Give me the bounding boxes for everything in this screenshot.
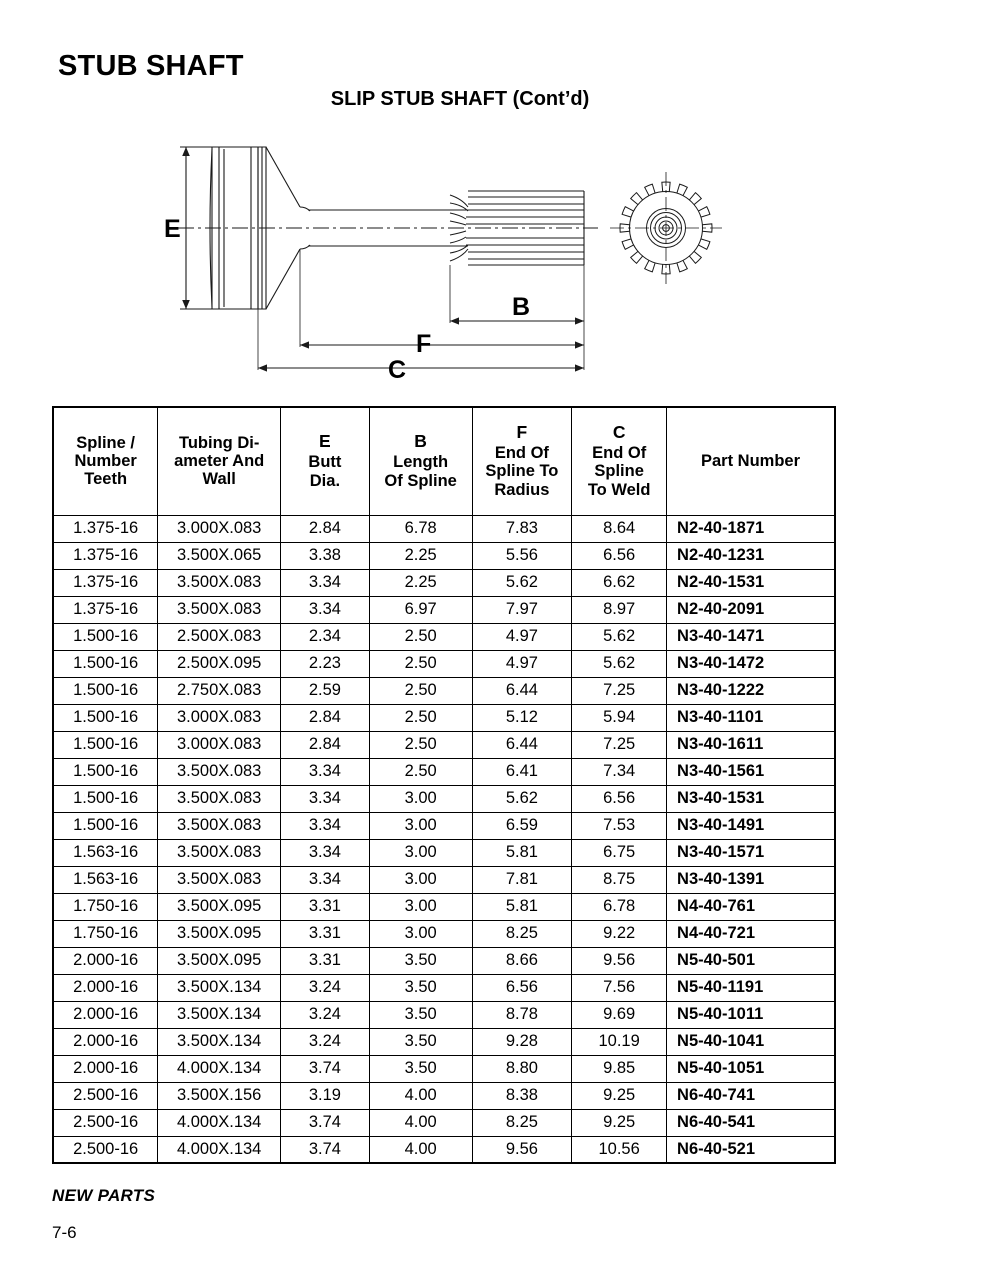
header-text: End Of Spline To Weld: [587, 443, 651, 499]
part-number-cell: N5-40-501: [667, 947, 835, 974]
part-number-cell: N3-40-1222: [667, 677, 835, 704]
table-cell: 2.50: [369, 650, 472, 677]
part-number-cell: N2-40-1531: [667, 569, 835, 596]
table-cell: 2.50: [369, 704, 472, 731]
table-cell: 3.500X.083: [158, 785, 281, 812]
table-cell: 3.500X.095: [158, 893, 281, 920]
header-text: Length Of Spline: [384, 453, 457, 490]
table-row: [53, 569, 835, 596]
table-row: [53, 1109, 835, 1136]
table-cell: 5.81: [472, 893, 572, 920]
table-cell: 1.500-16: [53, 812, 158, 839]
table-cell: 1.500-16: [53, 785, 158, 812]
table-cell: 3.34: [281, 785, 370, 812]
table-cell: 3.34: [281, 812, 370, 839]
table-cell: 1.375-16: [53, 569, 158, 596]
table-cell: 7.53: [572, 812, 667, 839]
table-cell: 9.25: [572, 1109, 667, 1136]
part-number-cell: N5-40-1191: [667, 974, 835, 1001]
part-number-cell: N2-40-2091: [667, 596, 835, 623]
table-cell: 2.000-16: [53, 947, 158, 974]
table-cell: 2.25: [369, 542, 472, 569]
table-cell: 5.62: [572, 650, 667, 677]
table-cell: 6.56: [472, 974, 572, 1001]
table-cell: 4.00: [369, 1136, 472, 1163]
part-number-cell: N4-40-721: [667, 920, 835, 947]
table-row: [53, 1001, 835, 1028]
table-cell: 2.84: [281, 731, 370, 758]
table-row: [53, 1082, 835, 1109]
table-cell: 1.500-16: [53, 758, 158, 785]
dimension-c-line: [258, 364, 584, 371]
table-cell: 3.74: [281, 1055, 370, 1082]
table-cell: 8.97: [572, 596, 667, 623]
table-row: [53, 920, 835, 947]
table-cell: 4.00: [369, 1082, 472, 1109]
table-row: [53, 542, 835, 569]
header-text: End Of Spline To Radius: [485, 443, 559, 499]
table-cell: 1.375-16: [53, 515, 158, 542]
table-cell: 7.83: [472, 515, 572, 542]
part-number-cell: N2-40-1231: [667, 542, 835, 569]
table-cell: 4.000X.134: [158, 1109, 281, 1136]
table-header-cell-3: [281, 407, 370, 515]
table-cell: 6.44: [472, 731, 572, 758]
table-cell: 3.00: [369, 785, 472, 812]
table-cell: 1.563-16: [53, 866, 158, 893]
table-cell: 9.28: [472, 1028, 572, 1055]
table-cell: 1.500-16: [53, 731, 158, 758]
table-cell: 6.97: [369, 596, 472, 623]
table-cell: 2.000-16: [53, 1001, 158, 1028]
table-row: [53, 1028, 835, 1055]
table-cell: 7.25: [572, 677, 667, 704]
table-cell: 3.00: [369, 893, 472, 920]
table-cell: 3.000X.083: [158, 704, 281, 731]
table-cell: 6.78: [369, 515, 472, 542]
table-cell: 6.41: [472, 758, 572, 785]
table-row: [53, 866, 835, 893]
table-cell: 3.31: [281, 947, 370, 974]
table-cell: 3.38: [281, 542, 370, 569]
table-row: [53, 839, 835, 866]
dimension-f-line: [300, 341, 584, 348]
table-cell: 2.84: [281, 515, 370, 542]
table-cell: 3.500X.083: [158, 596, 281, 623]
table-header-cell-5: [472, 407, 572, 515]
table-row: [53, 515, 835, 542]
table-cell: 7.34: [572, 758, 667, 785]
table-cell: 1.500-16: [53, 704, 158, 731]
table-cell: 9.25: [572, 1082, 667, 1109]
table-cell: 3.50: [369, 1001, 472, 1028]
table-cell: 3.31: [281, 893, 370, 920]
table-cell: 3.31: [281, 920, 370, 947]
header-dimension-letter: E: [319, 431, 331, 452]
table-cell: 3.00: [369, 812, 472, 839]
part-number-cell: N3-40-1472: [667, 650, 835, 677]
table-cell: 5.56: [472, 542, 572, 569]
table-cell: 3.000X.083: [158, 731, 281, 758]
table-cell: 8.25: [472, 920, 572, 947]
table-row: [53, 731, 835, 758]
table-cell: 5.81: [472, 839, 572, 866]
table-cell: 3.24: [281, 1001, 370, 1028]
table-cell: 3.500X.083: [158, 866, 281, 893]
part-number-cell: N5-40-1051: [667, 1055, 835, 1082]
table-cell: 8.75: [572, 866, 667, 893]
table-cell: 9.85: [572, 1055, 667, 1082]
table-cell: 5.62: [472, 785, 572, 812]
header-dimension-letter: B: [414, 431, 427, 452]
table-cell: 3.74: [281, 1109, 370, 1136]
header-text: Butt Dia.: [308, 453, 342, 490]
part-number-cell: N3-40-1471: [667, 623, 835, 650]
table-cell: 1.563-16: [53, 839, 158, 866]
table-cell: 3.500X.065: [158, 542, 281, 569]
table-cell: 3.50: [369, 1028, 472, 1055]
table-cell: 3.74: [281, 1136, 370, 1163]
table-cell: 3.19: [281, 1082, 370, 1109]
table-cell: 2.59: [281, 677, 370, 704]
table-cell: 5.62: [472, 569, 572, 596]
table-cell: 3.50: [369, 947, 472, 974]
table-cell: 7.25: [572, 731, 667, 758]
table-header-row: [53, 407, 835, 515]
table-cell: 9.22: [572, 920, 667, 947]
table-cell: 2.000-16: [53, 974, 158, 1001]
table-cell: 3.500X.083: [158, 839, 281, 866]
part-number-cell: N3-40-1611: [667, 731, 835, 758]
table-cell: 2.750X.083: [158, 677, 281, 704]
table-row: [53, 812, 835, 839]
table-cell: 6.44: [472, 677, 572, 704]
table-cell: 4.97: [472, 650, 572, 677]
table-cell: 7.56: [572, 974, 667, 1001]
table-cell: 8.66: [472, 947, 572, 974]
table-cell: 8.78: [472, 1001, 572, 1028]
table-cell: 6.59: [472, 812, 572, 839]
part-number-cell: N3-40-1391: [667, 866, 835, 893]
table-cell: 10.19: [572, 1028, 667, 1055]
table-header-cell-4: [369, 407, 472, 515]
table-cell: 3.34: [281, 758, 370, 785]
table-cell: 8.25: [472, 1109, 572, 1136]
table-row: [53, 974, 835, 1001]
table-cell: 7.97: [472, 596, 572, 623]
table-row: [53, 596, 835, 623]
table-cell: 2.23: [281, 650, 370, 677]
part-number-cell: N6-40-741: [667, 1082, 835, 1109]
table-cell: 6.62: [572, 569, 667, 596]
dimension-label-e: E: [164, 215, 181, 243]
table-cell: 2.500X.095: [158, 650, 281, 677]
part-number-cell: N3-40-1531: [667, 785, 835, 812]
header-dimension-letter: F: [516, 422, 528, 443]
table-cell: 2.34: [281, 623, 370, 650]
table-cell: 2.500X.083: [158, 623, 281, 650]
part-number-cell: N6-40-521: [667, 1136, 835, 1163]
table-cell: 3.34: [281, 569, 370, 596]
table-cell: 4.000X.134: [158, 1055, 281, 1082]
table-cell: 8.38: [472, 1082, 572, 1109]
table-row: [53, 758, 835, 785]
table-cell: 2.50: [369, 731, 472, 758]
table-cell: 5.62: [572, 623, 667, 650]
table-cell: 5.94: [572, 704, 667, 731]
table-cell: 4.000X.134: [158, 1136, 281, 1163]
dimension-label-b: B: [512, 293, 531, 321]
table-cell: 2.50: [369, 623, 472, 650]
table-cell: 3.50: [369, 1055, 472, 1082]
table-cell: 8.64: [572, 515, 667, 542]
table-cell: 8.80: [472, 1055, 572, 1082]
spline-end-view: [610, 172, 722, 284]
table-cell: 3.500X.083: [158, 569, 281, 596]
table-row: [53, 650, 835, 677]
table-cell: 1.500-16: [53, 623, 158, 650]
header-text: Part Number: [701, 452, 801, 471]
table-row: [53, 704, 835, 731]
part-number-cell: N2-40-1871: [667, 515, 835, 542]
table-cell: 3.000X.083: [158, 515, 281, 542]
table-cell: 7.81: [472, 866, 572, 893]
part-number-cell: N3-40-1561: [667, 758, 835, 785]
table-cell: 3.500X.095: [158, 920, 281, 947]
table-cell: 1.750-16: [53, 920, 158, 947]
table-cell: 3.500X.134: [158, 974, 281, 1001]
table-row: [53, 893, 835, 920]
table-row: [53, 1136, 835, 1163]
table-row: [53, 947, 835, 974]
table-body: [53, 515, 835, 1163]
table-header-cell-7: [667, 407, 835, 515]
table-cell: 2.000-16: [53, 1055, 158, 1082]
table-cell: 2.50: [369, 677, 472, 704]
table-cell: 3.24: [281, 1028, 370, 1055]
table-cell: 2.500-16: [53, 1082, 158, 1109]
header-text: Tubing Di- ameter And Wall: [174, 433, 265, 489]
header-dimension-letter: C: [612, 422, 626, 443]
part-number-cell: N5-40-1011: [667, 1001, 835, 1028]
stub-shaft-drawing: [150, 125, 770, 385]
table-cell: 3.500X.083: [158, 812, 281, 839]
table-row: [53, 677, 835, 704]
table-row: [53, 623, 835, 650]
table-cell: 3.500X.095: [158, 947, 281, 974]
dimension-label-f: F: [416, 330, 432, 358]
part-number-cell: N6-40-541: [667, 1109, 835, 1136]
table-cell: 3.00: [369, 866, 472, 893]
table-row: [53, 785, 835, 812]
stub-shaft-spec-table: [52, 406, 836, 1164]
part-number-cell: N3-40-1491: [667, 812, 835, 839]
table-cell: 4.97: [472, 623, 572, 650]
table-cell: 9.56: [572, 947, 667, 974]
part-number-cell: N5-40-1041: [667, 1028, 835, 1055]
table-cell: 3.00: [369, 920, 472, 947]
part-number-cell: N3-40-1101: [667, 704, 835, 731]
table-cell: 2.25: [369, 569, 472, 596]
dimension-label-c: C: [388, 356, 407, 384]
table-cell: 1.750-16: [53, 893, 158, 920]
table-cell: 6.75: [572, 839, 667, 866]
table-row: [53, 1055, 835, 1082]
header-text: Spline / Number Teeth: [74, 433, 137, 489]
footer-new-parts-note: NEW PARTS: [52, 1186, 156, 1205]
table-cell: 3.34: [281, 596, 370, 623]
table-cell: 1.375-16: [53, 542, 158, 569]
section-subtitle: SLIP STUB SHAFT (Cont’d): [330, 88, 590, 110]
table-cell: 6.56: [572, 785, 667, 812]
table-cell: 1.500-16: [53, 650, 158, 677]
table-cell: 2.50: [369, 758, 472, 785]
table-cell: 1.500-16: [53, 677, 158, 704]
table-cell: 10.56: [572, 1136, 667, 1163]
table-cell: 3.34: [281, 839, 370, 866]
part-number-cell: N3-40-1571: [667, 839, 835, 866]
table-cell: 6.56: [572, 542, 667, 569]
table-cell: 1.375-16: [53, 596, 158, 623]
table-cell: 2.500-16: [53, 1136, 158, 1163]
table-cell: 2.84: [281, 704, 370, 731]
table-cell: 5.12: [472, 704, 572, 731]
table-cell: 3.500X.134: [158, 1028, 281, 1055]
part-number-cell: N4-40-761: [667, 893, 835, 920]
table-cell: 3.500X.083: [158, 758, 281, 785]
table-header-cell-1: [53, 407, 158, 515]
table-cell: 3.00: [369, 839, 472, 866]
table-cell: 3.34: [281, 866, 370, 893]
table-cell: 2.000-16: [53, 1028, 158, 1055]
table-cell: 9.69: [572, 1001, 667, 1028]
table-header-cell-2: [158, 407, 281, 515]
table-header-cell-6: [572, 407, 667, 515]
table-cell: 9.56: [472, 1136, 572, 1163]
table-cell: 3.500X.134: [158, 1001, 281, 1028]
table-cell: 6.78: [572, 893, 667, 920]
shaft-side-view-svg: [150, 125, 770, 385]
table-cell: 4.00: [369, 1109, 472, 1136]
table-cell: 3.500X.156: [158, 1082, 281, 1109]
table-cell: 2.500-16: [53, 1109, 158, 1136]
table-cell: 3.50: [369, 974, 472, 1001]
page-number: 7-6: [52, 1223, 77, 1242]
table-cell: 3.24: [281, 974, 370, 1001]
page-title: STUB SHAFT: [58, 50, 244, 82]
